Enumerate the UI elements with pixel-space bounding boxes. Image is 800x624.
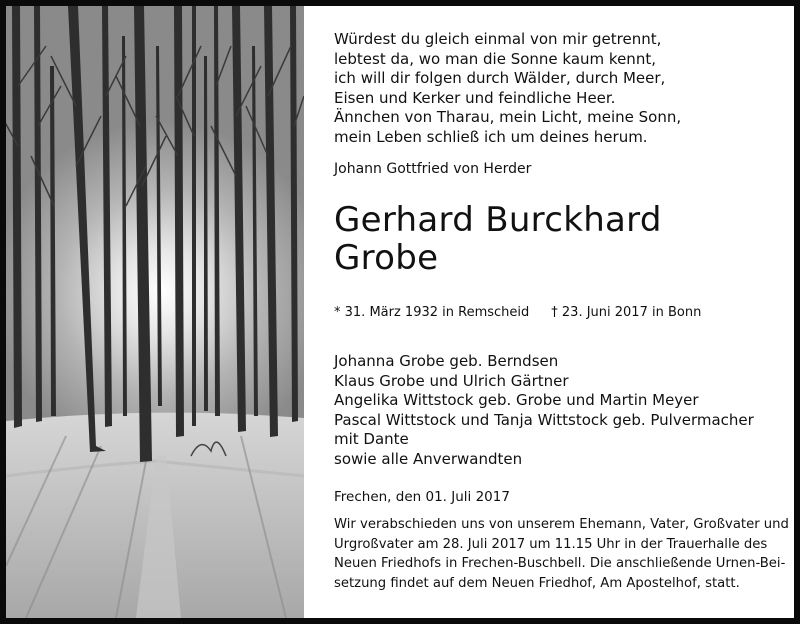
mourner: Johanna Grobe geb. Berndsen bbox=[334, 352, 559, 370]
death-date: † 23. Juni 2017 in Bonn bbox=[551, 305, 702, 320]
poem-line: ich will dir folgen durch Wälder, durch Meer, bbox=[334, 69, 666, 87]
life-dates bbox=[334, 305, 784, 320]
obituary-text bbox=[334, 30, 789, 593]
mourner: Pascal Wittstock und Tanja Wittstock geb. Pulvermacher bbox=[334, 410, 754, 429]
birth-date: * 31. März 1932 in Remscheid bbox=[334, 305, 530, 320]
winter-forest-photo-icon bbox=[6, 6, 304, 618]
notice-line: Wir verabschieden uns von unserem Ehemann, Vater, Großvater und bbox=[334, 517, 789, 532]
poem-line: mein Leben schließ ich um deines herum. bbox=[334, 127, 648, 146]
mourner: Klaus Grobe und Ulrich Gärtner bbox=[334, 371, 569, 390]
poem-line: lebtest da, wo man die Sonne kaum kennt, bbox=[334, 49, 656, 68]
poem-line: Eisen und Kerker und feindliche Heer. bbox=[334, 88, 616, 107]
mourner: mit Dante bbox=[334, 430, 409, 448]
notice-line: Neuen Friedhofs in Frechen-Buschbell. Die anschließende Urnen-Bei- bbox=[334, 556, 786, 571]
poem-line: Würdest du gleich einmal von mir getrennt, bbox=[334, 30, 662, 48]
mourner: sowie alle Anverwandten bbox=[334, 449, 523, 468]
mourners-list bbox=[334, 352, 784, 469]
deceased-name-line-2: Grobe bbox=[334, 238, 439, 278]
poem-author: Johann Gottfried von Herder bbox=[334, 161, 532, 177]
deceased-name-line-1: Gerhard Burckhard bbox=[334, 200, 662, 240]
place-and-date: Frechen, den 01. Juli 2017 bbox=[334, 489, 510, 505]
funeral-notice bbox=[334, 515, 789, 593]
notice-line: Urgroßvater am 28. Juli 2017 um 11.15 Uhr in der Trauerhalle des bbox=[334, 536, 768, 552]
poem-line: Ännchen von Tharau, mein Licht, meine Sonn, bbox=[334, 108, 682, 126]
notice-line: setzung findet auf dem Neuen Friedhof, Am Apostelhof, statt. bbox=[334, 575, 740, 591]
deceased-name bbox=[334, 201, 784, 277]
mourner: Angelika Wittstock geb. Grobe und Martin Meyer bbox=[334, 391, 699, 409]
poem bbox=[334, 30, 784, 147]
